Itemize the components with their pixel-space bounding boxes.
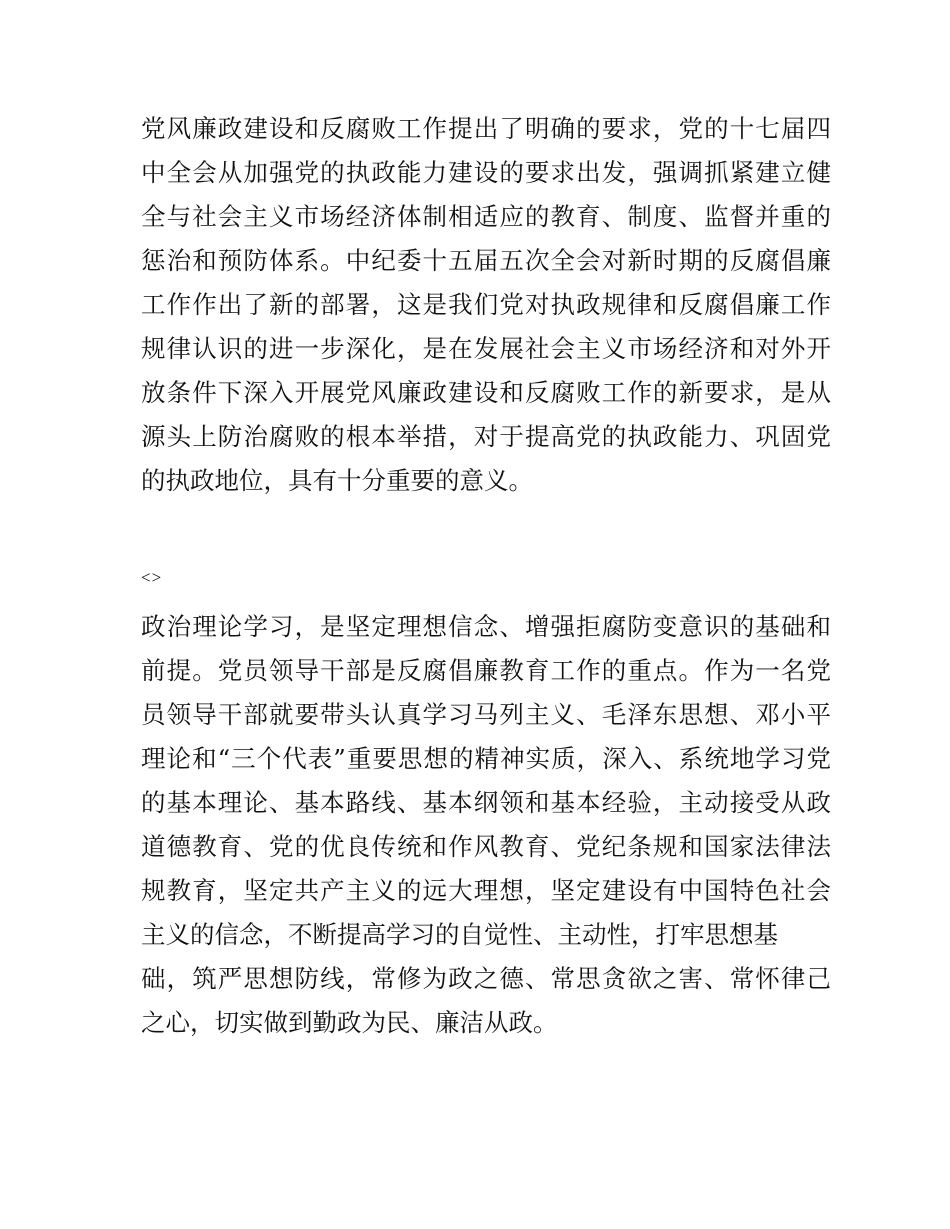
paragraph-2-line: 前提。党员领导干部是反腐倡廉教育工作的重点。作为一名党 bbox=[141, 656, 831, 685]
paragraph-2 bbox=[141, 605, 831, 1045]
paragraph-1-line: 中全会从加强党的执政能力建设的要求出发，强调抓紧建立健 bbox=[141, 158, 831, 187]
paragraph-2-line: 规教育，坚定共产主义的远大理想，坚定建设有中国特色社会 bbox=[141, 876, 831, 905]
paragraph-1-line: 源头上防治腐败的根本举措，对于提高党的执政能力、巩固党 bbox=[141, 422, 831, 451]
paragraph-2-line: 道德教育、党的优良传统和作风教育、党纪条规和国家法律法 bbox=[141, 832, 831, 861]
paragraph-1-line: 规律认识的进一步深化，是在发展社会主义市场经济和对外开 bbox=[141, 334, 831, 363]
paragraph-1-line: 全与社会主义市场经济体制相适应的教育、制度、监督并重的 bbox=[141, 202, 831, 231]
paragraph-1-line: 惩治和预防体系。中纪委十五届五次全会对新时期的反腐倡廉 bbox=[141, 246, 831, 275]
paragraph-1-line: 党风廉政建设和反腐败工作提出了明确的要求，党的十七届四 bbox=[141, 114, 831, 143]
paragraph-2-line: 主义的信念，不断提高学习的自觉性、主动性，打牢思想基 bbox=[141, 920, 778, 949]
section-marker: <> bbox=[141, 568, 163, 587]
paragraph-2-line: 础，筑严思想防线，常修为政之德、常思贪欲之害、常怀律己 bbox=[141, 964, 831, 993]
paragraph-2-line: 之心，切实做到勤政为民、廉洁从政。 bbox=[141, 1008, 558, 1037]
paragraph-2-line: 政治理论学习，是坚定理想信念、增强拒腐防变意识的基础和 bbox=[141, 612, 831, 641]
paragraph-1 bbox=[141, 107, 831, 503]
paragraph-1-line: 工作作出了新的部署，这是我们党对执政规律和反腐倡廉工作 bbox=[141, 290, 831, 319]
paragraph-2-line: 员领导干部就要带头认真学习马列主义、毛泽东思想、邓小平 bbox=[141, 700, 831, 729]
paragraph-2-line: 理论和“三个代表”重要思想的精神实质，深入、系统地学习党 bbox=[141, 744, 831, 773]
paragraph-2-line: 的基本理论、基本路线、基本纲领和基本经验，主动接受从政 bbox=[141, 788, 831, 817]
paragraph-1-line: 的执政地位，具有十分重要的意义。 bbox=[141, 466, 533, 495]
paragraph-1-line: 放条件下深入开展党风廉政建设和反腐败工作的新要求，是从 bbox=[141, 378, 831, 407]
